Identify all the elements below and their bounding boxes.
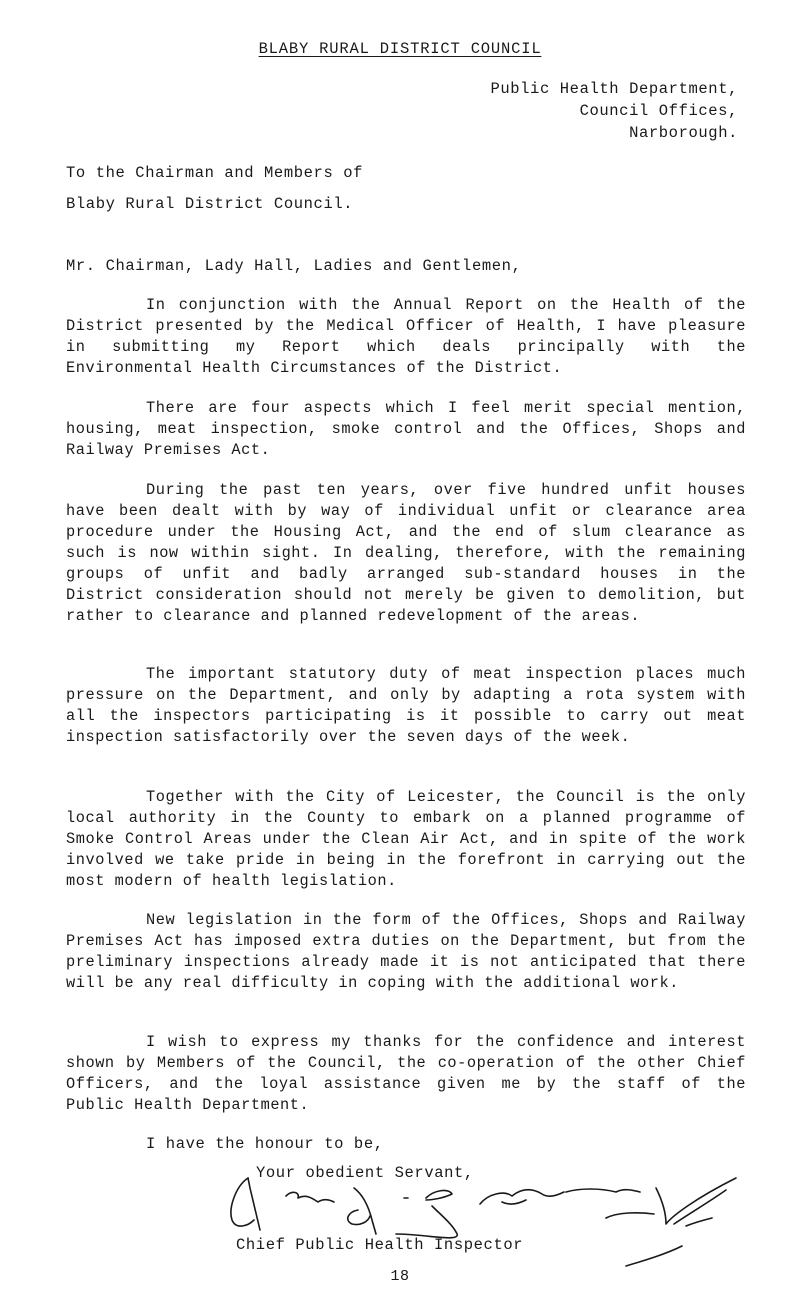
address-line-1: Public Health Department,	[490, 80, 738, 98]
salutation: Mr. Chairman, Lady Hall, Ladies and Gentlemen,	[66, 257, 522, 275]
paragraph-housing: During the past ten years, over five hundred unfit houses have been dealt with by way of individual unfit or clearance area procedure under the Housing Act, and the end of slum clearance as such is now within sight. In dealing, therefore, with the remaining groups of unfit and badly arranged sub-standard houses in the District consideration should not merely be given to demolition, but rather to clearance and planned redevelopment of the areas.	[66, 481, 746, 625]
addressee-line-1: To the Chairman and Members of	[66, 164, 364, 182]
address-line-3: Narborough.	[629, 124, 738, 142]
council-heading: BLABY RURAL DISTRICT COUNCIL	[258, 40, 542, 58]
closing-servant: Your obedient Servant,	[256, 1164, 474, 1182]
paragraph-thanks: I wish to express my thanks for the confidence and interest shown by Members of the Council, the co-operation of the other Chief Officers, and the loyal assistance given me by the staff of the Public Health Department.	[66, 1033, 746, 1114]
signatory-title: Chief Public Health Inspector	[236, 1236, 524, 1254]
page-number: 18	[390, 1268, 410, 1285]
paragraph-four-aspects: There are four aspects which I feel merit special mention, housing, meat inspection, smoke control and the Offices, Shops and Railway Premises Act.	[66, 399, 746, 459]
paragraph-smoke-control: Together with the City of Leicester, the Council is the only local authority in the County to embark on a planned programme of Smoke Control Areas under the Clean Air Act, and in spite of the work involved we take pride in being in the forefront in carrying out the most modern of health legislation.	[66, 788, 746, 890]
address-line-2: Council Offices,	[579, 102, 738, 120]
closing-honour: I have the honour to be,	[146, 1135, 384, 1153]
addressee-line-2: Blaby Rural District Council.	[66, 195, 354, 213]
paragraph-report-intro: In conjunction with the Annual Report on the Health of the District presented by the Medical Officer of Health, I have pleasure in submitting my Report which deals principally with the Environmental Health Circumstances of the District.	[66, 296, 746, 377]
paragraph-meat-inspection: The important statutory duty of meat inspection places much pressure on the Department, and only by adapting a rota system with all the inspectors participating is it possible to carry out meat inspection satisfactorily over the seven days of the week.	[66, 665, 746, 746]
paragraph-offices-act: New legislation in the form of the Offices, Shops and Railway Premises Act has imposed extra duties on the Department, but from the preliminary inspections already made it is not anticipated that there will be any real difficulty in coping with the additional work.	[66, 911, 746, 992]
